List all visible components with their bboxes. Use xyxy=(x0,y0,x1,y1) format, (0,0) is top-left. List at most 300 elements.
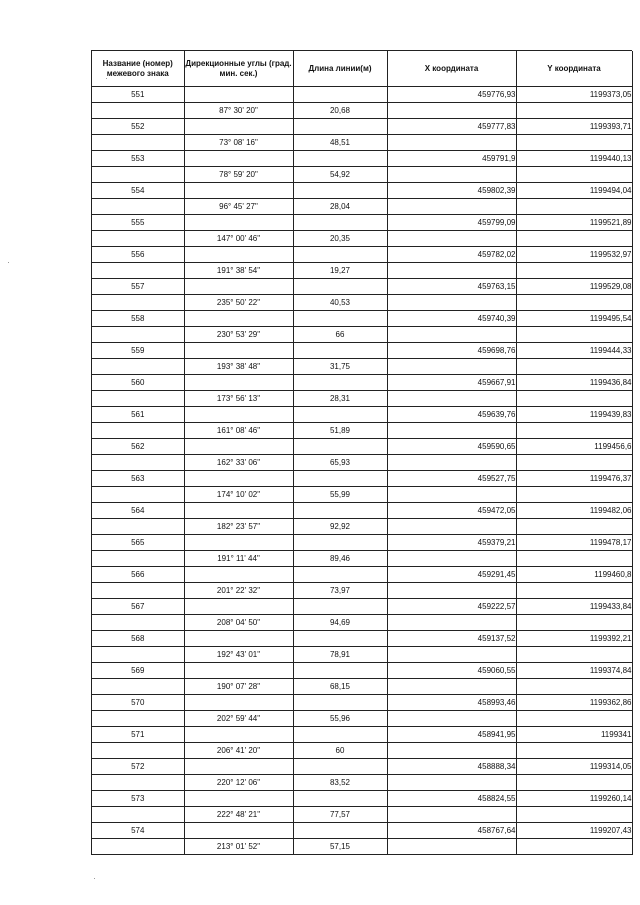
empty-number-cell xyxy=(92,743,184,759)
x-coordinate-cell: 459698,76 xyxy=(387,343,516,359)
x-coordinate-cell: 458824,55 xyxy=(387,791,516,807)
empty-number-cell xyxy=(92,391,184,407)
empty-length-cell xyxy=(293,215,387,231)
directional-angle-cell: 78° 59' 20" xyxy=(184,167,293,183)
empty-x-cell xyxy=(387,583,516,599)
marker-number-cell: 558 xyxy=(92,311,184,327)
y-coordinate-cell: 1199476,37 xyxy=(516,471,632,487)
line-length-cell: 60 xyxy=(293,743,387,759)
y-coordinate-cell: 1199207,43 xyxy=(516,823,632,839)
line-length-cell: 57,15 xyxy=(293,839,387,855)
table-row-segment xyxy=(92,743,632,759)
table-row-segment xyxy=(92,423,632,439)
empty-y-cell xyxy=(516,839,632,855)
x-coordinate-cell: 458993,46 xyxy=(387,695,516,711)
table-row-point xyxy=(92,471,632,487)
marker-number-cell: 554 xyxy=(92,183,184,199)
line-length-cell: 83,52 xyxy=(293,775,387,791)
table-row-point xyxy=(92,247,632,263)
table-row-point xyxy=(92,503,632,519)
empty-angle-cell xyxy=(184,151,293,167)
marker-number-cell: 571 xyxy=(92,727,184,743)
y-coordinate-cell: 1199436,84 xyxy=(516,375,632,391)
empty-x-cell xyxy=(387,775,516,791)
empty-angle-cell xyxy=(184,247,293,263)
directional-angle-cell: 222° 48' 21" xyxy=(184,807,293,823)
empty-angle-cell xyxy=(184,343,293,359)
table-row-point xyxy=(92,823,632,839)
empty-number-cell xyxy=(92,615,184,631)
table-row-segment xyxy=(92,231,632,247)
x-coordinate-cell: 459782,02 xyxy=(387,247,516,263)
table-row-segment xyxy=(92,807,632,823)
empty-angle-cell xyxy=(184,503,293,519)
marker-number-cell: 564 xyxy=(92,503,184,519)
empty-length-cell xyxy=(293,535,387,551)
marker-number-cell: 563 xyxy=(92,471,184,487)
empty-number-cell xyxy=(92,487,184,503)
table-row-point xyxy=(92,119,632,135)
empty-length-cell xyxy=(293,471,387,487)
marker-number-cell: 561 xyxy=(92,407,184,423)
line-length-cell: 19,27 xyxy=(293,263,387,279)
y-coordinate-cell: 1199393,71 xyxy=(516,119,632,135)
empty-x-cell xyxy=(387,295,516,311)
empty-number-cell xyxy=(92,519,184,535)
y-coordinate-cell: 1199532,97 xyxy=(516,247,632,263)
empty-number-cell xyxy=(92,263,184,279)
empty-number-cell xyxy=(92,583,184,599)
empty-number-cell xyxy=(92,103,184,119)
directional-angle-cell: 96° 45' 27" xyxy=(184,199,293,215)
table-row-point xyxy=(92,311,632,327)
scan-speck xyxy=(8,262,9,263)
header-row xyxy=(92,51,632,87)
table-row-point xyxy=(92,727,632,743)
y-coordinate-cell: 1199439,83 xyxy=(516,407,632,423)
line-length-cell: 68,15 xyxy=(293,679,387,695)
directional-angle-cell: 87° 30' 20" xyxy=(184,103,293,119)
table-row-segment xyxy=(92,551,632,567)
table-row-segment xyxy=(92,327,632,343)
empty-angle-cell xyxy=(184,279,293,295)
table-row-point xyxy=(92,87,632,103)
empty-length-cell xyxy=(293,311,387,327)
table-row-point xyxy=(92,631,632,647)
empty-length-cell xyxy=(293,375,387,391)
table-row-segment xyxy=(92,679,632,695)
directional-angle-cell: 206° 41' 20" xyxy=(184,743,293,759)
y-coordinate-cell: 1199341 xyxy=(516,727,632,743)
y-coordinate-cell: 1199460,8 xyxy=(516,567,632,583)
directional-angle-cell: 182° 23' 57" xyxy=(184,519,293,535)
empty-y-cell xyxy=(516,711,632,727)
y-coordinate-cell: 1199456,6 xyxy=(516,439,632,455)
empty-number-cell xyxy=(92,711,184,727)
table-row-segment xyxy=(92,647,632,663)
directional-angle-cell: 190° 07' 28" xyxy=(184,679,293,695)
directional-angle-cell: 235° 50' 22" xyxy=(184,295,293,311)
directional-angle-cell: 73° 08' 16" xyxy=(184,135,293,151)
table-body xyxy=(92,87,632,855)
line-length-cell: 78,91 xyxy=(293,647,387,663)
empty-x-cell xyxy=(387,711,516,727)
empty-y-cell xyxy=(516,583,632,599)
empty-number-cell xyxy=(92,455,184,471)
empty-number-cell xyxy=(92,359,184,375)
empty-length-cell xyxy=(293,727,387,743)
marker-number-cell: 566 xyxy=(92,567,184,583)
table-row-point xyxy=(92,695,632,711)
header-line-length: Длина линии(м) xyxy=(293,51,387,87)
marker-number-cell: 557 xyxy=(92,279,184,295)
x-coordinate-cell: 458767,64 xyxy=(387,823,516,839)
empty-length-cell xyxy=(293,759,387,775)
empty-y-cell xyxy=(516,807,632,823)
y-coordinate-cell: 1199373,05 xyxy=(516,87,632,103)
table-row-segment xyxy=(92,775,632,791)
empty-y-cell xyxy=(516,327,632,343)
directional-angle-cell: 161° 08' 46" xyxy=(184,423,293,439)
empty-number-cell xyxy=(92,807,184,823)
empty-length-cell xyxy=(293,791,387,807)
empty-x-cell xyxy=(387,423,516,439)
line-length-cell: 31,75 xyxy=(293,359,387,375)
x-coordinate-cell: 459379,21 xyxy=(387,535,516,551)
directional-angle-cell: 147° 00' 46" xyxy=(184,231,293,247)
marker-number-cell: 565 xyxy=(92,535,184,551)
empty-x-cell xyxy=(387,615,516,631)
empty-angle-cell xyxy=(184,183,293,199)
table-row-segment xyxy=(92,263,632,279)
directional-angle-cell: 213° 01' 52" xyxy=(184,839,293,855)
empty-length-cell xyxy=(293,695,387,711)
empty-y-cell xyxy=(516,391,632,407)
table-row-point xyxy=(92,759,632,775)
line-length-cell: 73,97 xyxy=(293,583,387,599)
marker-number-cell: 562 xyxy=(92,439,184,455)
marker-number-cell: 569 xyxy=(92,663,184,679)
header-y-coordinate: Y координата xyxy=(516,51,632,87)
empty-x-cell xyxy=(387,551,516,567)
empty-length-cell xyxy=(293,663,387,679)
empty-number-cell xyxy=(92,551,184,567)
table-row-segment xyxy=(92,711,632,727)
empty-length-cell xyxy=(293,407,387,423)
table-row-point xyxy=(92,279,632,295)
empty-number-cell xyxy=(92,423,184,439)
directional-angle-cell: 192° 43' 01" xyxy=(184,647,293,663)
y-coordinate-cell: 1199529,08 xyxy=(516,279,632,295)
directional-angle-cell: 191° 11' 44" xyxy=(184,551,293,567)
y-coordinate-cell: 1199478,17 xyxy=(516,535,632,551)
table-row-point xyxy=(92,375,632,391)
empty-y-cell xyxy=(516,103,632,119)
empty-y-cell xyxy=(516,615,632,631)
marker-number-cell: 568 xyxy=(92,631,184,647)
empty-number-cell xyxy=(92,839,184,855)
empty-y-cell xyxy=(516,743,632,759)
line-length-cell: 40,53 xyxy=(293,295,387,311)
marker-number-cell: 555 xyxy=(92,215,184,231)
empty-length-cell xyxy=(293,631,387,647)
marker-number-cell: 560 xyxy=(92,375,184,391)
marker-number-cell: 570 xyxy=(92,695,184,711)
empty-angle-cell xyxy=(184,631,293,647)
empty-y-cell xyxy=(516,263,632,279)
empty-y-cell xyxy=(516,551,632,567)
line-length-cell: 66 xyxy=(293,327,387,343)
empty-length-cell xyxy=(293,343,387,359)
empty-number-cell xyxy=(92,199,184,215)
empty-x-cell xyxy=(387,327,516,343)
empty-y-cell xyxy=(516,199,632,215)
line-length-cell: 89,46 xyxy=(293,551,387,567)
empty-x-cell xyxy=(387,199,516,215)
directional-angle-cell: 202° 59' 44" xyxy=(184,711,293,727)
empty-angle-cell xyxy=(184,695,293,711)
empty-angle-cell xyxy=(184,87,293,103)
table-row-point xyxy=(92,343,632,359)
empty-number-cell xyxy=(92,775,184,791)
line-length-cell: 28,31 xyxy=(293,391,387,407)
empty-x-cell xyxy=(387,103,516,119)
table-row-point xyxy=(92,663,632,679)
empty-x-cell xyxy=(387,359,516,375)
empty-angle-cell xyxy=(184,311,293,327)
line-length-cell: 28,04 xyxy=(293,199,387,215)
marker-number-cell: 551 xyxy=(92,87,184,103)
y-coordinate-cell: 1199392,21 xyxy=(516,631,632,647)
empty-angle-cell xyxy=(184,567,293,583)
empty-angle-cell xyxy=(184,663,293,679)
empty-angle-cell xyxy=(184,375,293,391)
x-coordinate-cell: 459527,75 xyxy=(387,471,516,487)
empty-x-cell xyxy=(387,519,516,535)
empty-length-cell xyxy=(293,183,387,199)
coordinates-sheet xyxy=(91,50,632,855)
empty-y-cell xyxy=(516,231,632,247)
boundary-coordinates-table xyxy=(92,51,633,855)
empty-y-cell xyxy=(516,647,632,663)
y-coordinate-cell: 1199444,33 xyxy=(516,343,632,359)
table-row-point xyxy=(92,151,632,167)
empty-x-cell xyxy=(387,263,516,279)
marker-number-cell: 559 xyxy=(92,343,184,359)
empty-x-cell xyxy=(387,807,516,823)
x-coordinate-cell: 458941,95 xyxy=(387,727,516,743)
x-coordinate-cell: 459776,93 xyxy=(387,87,516,103)
empty-y-cell xyxy=(516,679,632,695)
table-row-segment xyxy=(92,295,632,311)
directional-angle-cell: 220° 12' 06" xyxy=(184,775,293,791)
empty-length-cell xyxy=(293,247,387,263)
header-x-coordinate: X координата xyxy=(387,51,516,87)
empty-angle-cell xyxy=(184,599,293,615)
x-coordinate-cell: 459777,83 xyxy=(387,119,516,135)
x-coordinate-cell: 458888,34 xyxy=(387,759,516,775)
line-length-cell: 77,57 xyxy=(293,807,387,823)
empty-angle-cell xyxy=(184,215,293,231)
empty-number-cell xyxy=(92,679,184,695)
x-coordinate-cell: 459137,52 xyxy=(387,631,516,647)
table-row-point xyxy=(92,567,632,583)
line-length-cell: 92,92 xyxy=(293,519,387,535)
empty-x-cell xyxy=(387,487,516,503)
empty-number-cell xyxy=(92,231,184,247)
x-coordinate-cell: 459060,55 xyxy=(387,663,516,679)
table-row-point xyxy=(92,183,632,199)
empty-y-cell xyxy=(516,295,632,311)
x-coordinate-cell: 459799,09 xyxy=(387,215,516,231)
y-coordinate-cell: 1199362,86 xyxy=(516,695,632,711)
scan-speck xyxy=(94,878,95,879)
x-coordinate-cell: 459222,57 xyxy=(387,599,516,615)
empty-x-cell xyxy=(387,231,516,247)
empty-number-cell xyxy=(92,135,184,151)
table-row-point xyxy=(92,407,632,423)
x-coordinate-cell: 459667,91 xyxy=(387,375,516,391)
y-coordinate-cell: 1199314,05 xyxy=(516,759,632,775)
empty-length-cell xyxy=(293,279,387,295)
line-length-cell: 55,96 xyxy=(293,711,387,727)
marker-number-cell: 567 xyxy=(92,599,184,615)
empty-x-cell xyxy=(387,455,516,471)
x-coordinate-cell: 459639,76 xyxy=(387,407,516,423)
table-row-segment xyxy=(92,487,632,503)
empty-length-cell xyxy=(293,439,387,455)
empty-angle-cell xyxy=(184,823,293,839)
y-coordinate-cell: 1199495,54 xyxy=(516,311,632,327)
empty-x-cell xyxy=(387,679,516,695)
empty-x-cell xyxy=(387,839,516,855)
empty-y-cell xyxy=(516,423,632,439)
table-header xyxy=(92,51,632,87)
empty-angle-cell xyxy=(184,535,293,551)
table-row-segment xyxy=(92,455,632,471)
line-length-cell: 20,68 xyxy=(293,103,387,119)
table-row-point xyxy=(92,439,632,455)
empty-length-cell xyxy=(293,151,387,167)
table-row-segment xyxy=(92,135,632,151)
empty-length-cell xyxy=(293,119,387,135)
y-coordinate-cell: 1199521,89 xyxy=(516,215,632,231)
line-length-cell: 94,69 xyxy=(293,615,387,631)
marker-number-cell: 553 xyxy=(92,151,184,167)
empty-angle-cell xyxy=(184,119,293,135)
table-row-segment xyxy=(92,359,632,375)
empty-angle-cell xyxy=(184,439,293,455)
directional-angle-cell: 201° 22' 32" xyxy=(184,583,293,599)
empty-length-cell xyxy=(293,599,387,615)
table-row-segment xyxy=(92,615,632,631)
y-coordinate-cell: 1199494,04 xyxy=(516,183,632,199)
empty-y-cell xyxy=(516,167,632,183)
line-length-cell: 48,51 xyxy=(293,135,387,151)
directional-angle-cell: 208° 04' 50" xyxy=(184,615,293,631)
directional-angle-cell: 173° 56' 13" xyxy=(184,391,293,407)
empty-y-cell xyxy=(516,519,632,535)
empty-angle-cell xyxy=(184,407,293,423)
empty-angle-cell xyxy=(184,471,293,487)
empty-y-cell xyxy=(516,775,632,791)
table-row-segment xyxy=(92,519,632,535)
directional-angle-cell: 193° 38' 48" xyxy=(184,359,293,375)
empty-y-cell xyxy=(516,359,632,375)
marker-number-cell: 552 xyxy=(92,119,184,135)
empty-y-cell xyxy=(516,455,632,471)
empty-y-cell xyxy=(516,487,632,503)
empty-length-cell xyxy=(293,823,387,839)
empty-x-cell xyxy=(387,743,516,759)
x-coordinate-cell: 459590,65 xyxy=(387,439,516,455)
empty-length-cell xyxy=(293,503,387,519)
marker-number-cell: 572 xyxy=(92,759,184,775)
empty-angle-cell xyxy=(184,791,293,807)
x-coordinate-cell: 459791,9 xyxy=(387,151,516,167)
empty-angle-cell xyxy=(184,759,293,775)
empty-y-cell xyxy=(516,135,632,151)
table-row-point xyxy=(92,599,632,615)
directional-angle-cell: 191° 38' 54" xyxy=(184,263,293,279)
empty-angle-cell xyxy=(184,727,293,743)
directional-angle-cell: 162° 33' 06" xyxy=(184,455,293,471)
empty-number-cell xyxy=(92,295,184,311)
table-row-segment xyxy=(92,103,632,119)
empty-number-cell xyxy=(92,647,184,663)
x-coordinate-cell: 459740,39 xyxy=(387,311,516,327)
table-row-segment xyxy=(92,583,632,599)
line-length-cell: 54,92 xyxy=(293,167,387,183)
x-coordinate-cell: 459802,39 xyxy=(387,183,516,199)
x-coordinate-cell: 459291,45 xyxy=(387,567,516,583)
marker-number-cell: 556 xyxy=(92,247,184,263)
x-coordinate-cell: 459472,05 xyxy=(387,503,516,519)
line-length-cell: 51,89 xyxy=(293,423,387,439)
empty-length-cell xyxy=(293,87,387,103)
table-row-point xyxy=(92,791,632,807)
empty-number-cell xyxy=(92,167,184,183)
y-coordinate-cell: 1199260,14 xyxy=(516,791,632,807)
marker-number-cell: 573 xyxy=(92,791,184,807)
y-coordinate-cell: 1199440,13 xyxy=(516,151,632,167)
line-length-cell: 55,99 xyxy=(293,487,387,503)
scan-speck xyxy=(106,78,107,79)
empty-number-cell xyxy=(92,327,184,343)
y-coordinate-cell: 1199374,84 xyxy=(516,663,632,679)
table-row-point xyxy=(92,215,632,231)
table-row-segment xyxy=(92,199,632,215)
table-row-point xyxy=(92,535,632,551)
table-row-segment xyxy=(92,391,632,407)
empty-x-cell xyxy=(387,135,516,151)
y-coordinate-cell: 1199482,06 xyxy=(516,503,632,519)
directional-angle-cell: 230° 53' 29" xyxy=(184,327,293,343)
marker-number-cell: 574 xyxy=(92,823,184,839)
directional-angle-cell: 174° 10' 02" xyxy=(184,487,293,503)
header-marker-number: Название (номер) межевого знака xyxy=(92,51,184,87)
line-length-cell: 20,35 xyxy=(293,231,387,247)
empty-length-cell xyxy=(293,567,387,583)
table-row-segment xyxy=(92,167,632,183)
empty-x-cell xyxy=(387,647,516,663)
empty-x-cell xyxy=(387,391,516,407)
table-row-segment xyxy=(92,839,632,855)
header-directional-angles: Дирекционные углы (град. мин. сек.) xyxy=(184,51,293,87)
empty-x-cell xyxy=(387,167,516,183)
x-coordinate-cell: 459763,15 xyxy=(387,279,516,295)
y-coordinate-cell: 1199433,84 xyxy=(516,599,632,615)
